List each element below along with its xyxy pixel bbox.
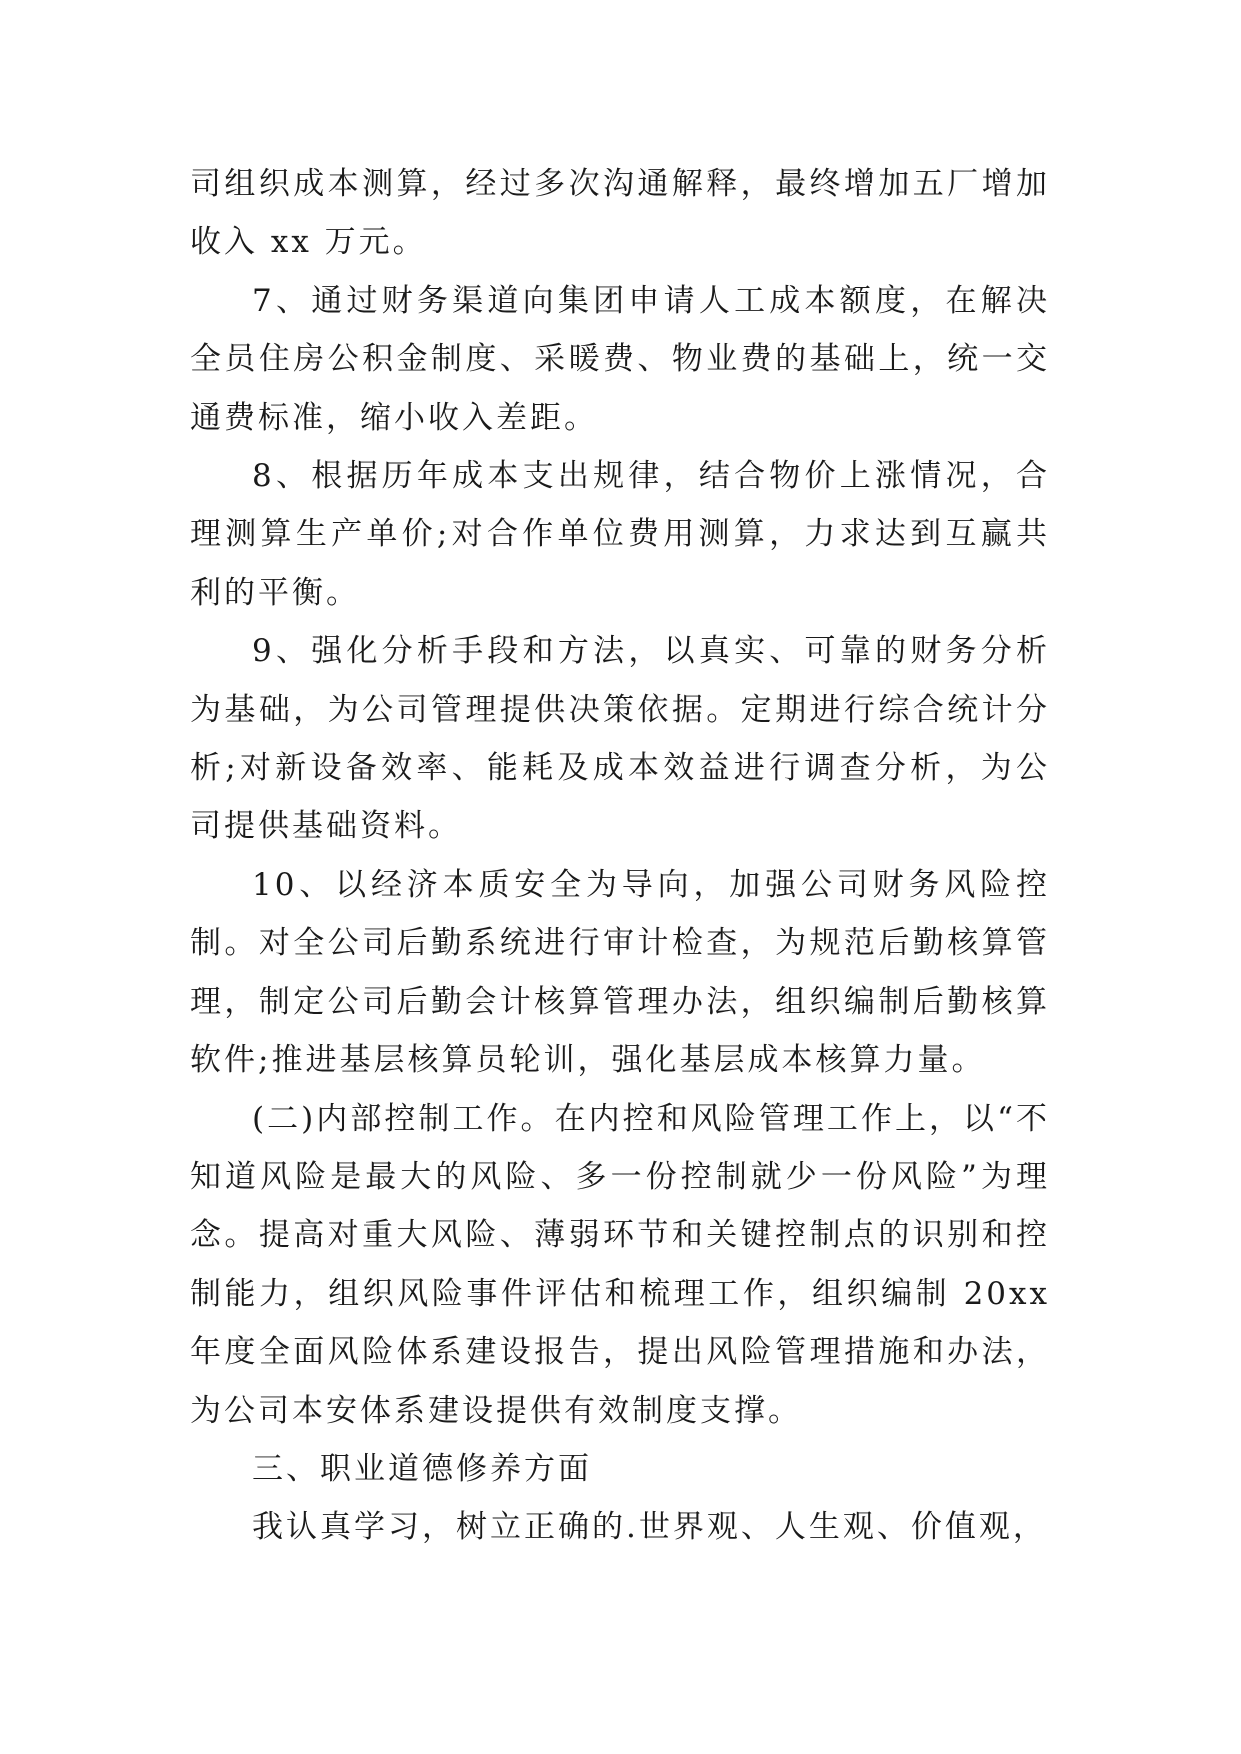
paragraph-item-8: 8、根据历年成本支出规律，结合物价上涨情况，合理测算生产单价;对合作单位费用测算，力求达到互赢共利的平衡。 bbox=[190, 458, 1050, 611]
section-heading-ethics: 三、职业道德修养方面 bbox=[252, 1450, 592, 1487]
paragraph-item-7: 7、通过财务渠道向集团申请人工成本额度，在解决全员住房公积金制度、采暖费、物业费的基础上，统一交通费标准，缩小收入差距。 bbox=[190, 282, 1050, 436]
paragraph-item-10: 10、以经济本质安全为导向，加强公司财务风险控制。对全公司后勤系统进行审计检查，为规范后勤核算管理，制定公司后勤会计核算管理办法，组织编制后勤核算软件;推进基层核算员轮训，强化基层成本核算力量。 bbox=[190, 866, 1050, 1079]
paragraph-continuation: 司组织成本测算，经过多次沟通解释，最终增加五厂增加收入 xx 万元。 bbox=[190, 166, 1050, 261]
paragraph-ethics-intro: 我认真学习，树立正确的.世界观、人生观、价值观， bbox=[252, 1509, 1047, 1546]
paragraph-item-9: 9、强化分析手段和方法，以真实、可靠的财务分析为基础，为公司管理提供决策依据。定期进行综合统计分析;对新设备效率、能耗及成本效益进行调查分析，为公司提供基础资料。 bbox=[190, 633, 1050, 845]
paragraph-internal-control: (二)内部控制工作。在内控和风险管理工作上，以“不知道风险是最大的风险、多一份控制就少一份风险”为理念。提高对重大风险、薄弱环节和关键控制点的识别和控制能力，组织风险事件评估和梳理工作，组织编制 20xx 年度全面风险体系建设报告，提出风险管理措施和办法，为公司本安体系建设提供有效制度支撑。 bbox=[190, 1100, 1050, 1429]
document-body bbox=[190, 155, 1050, 1557]
